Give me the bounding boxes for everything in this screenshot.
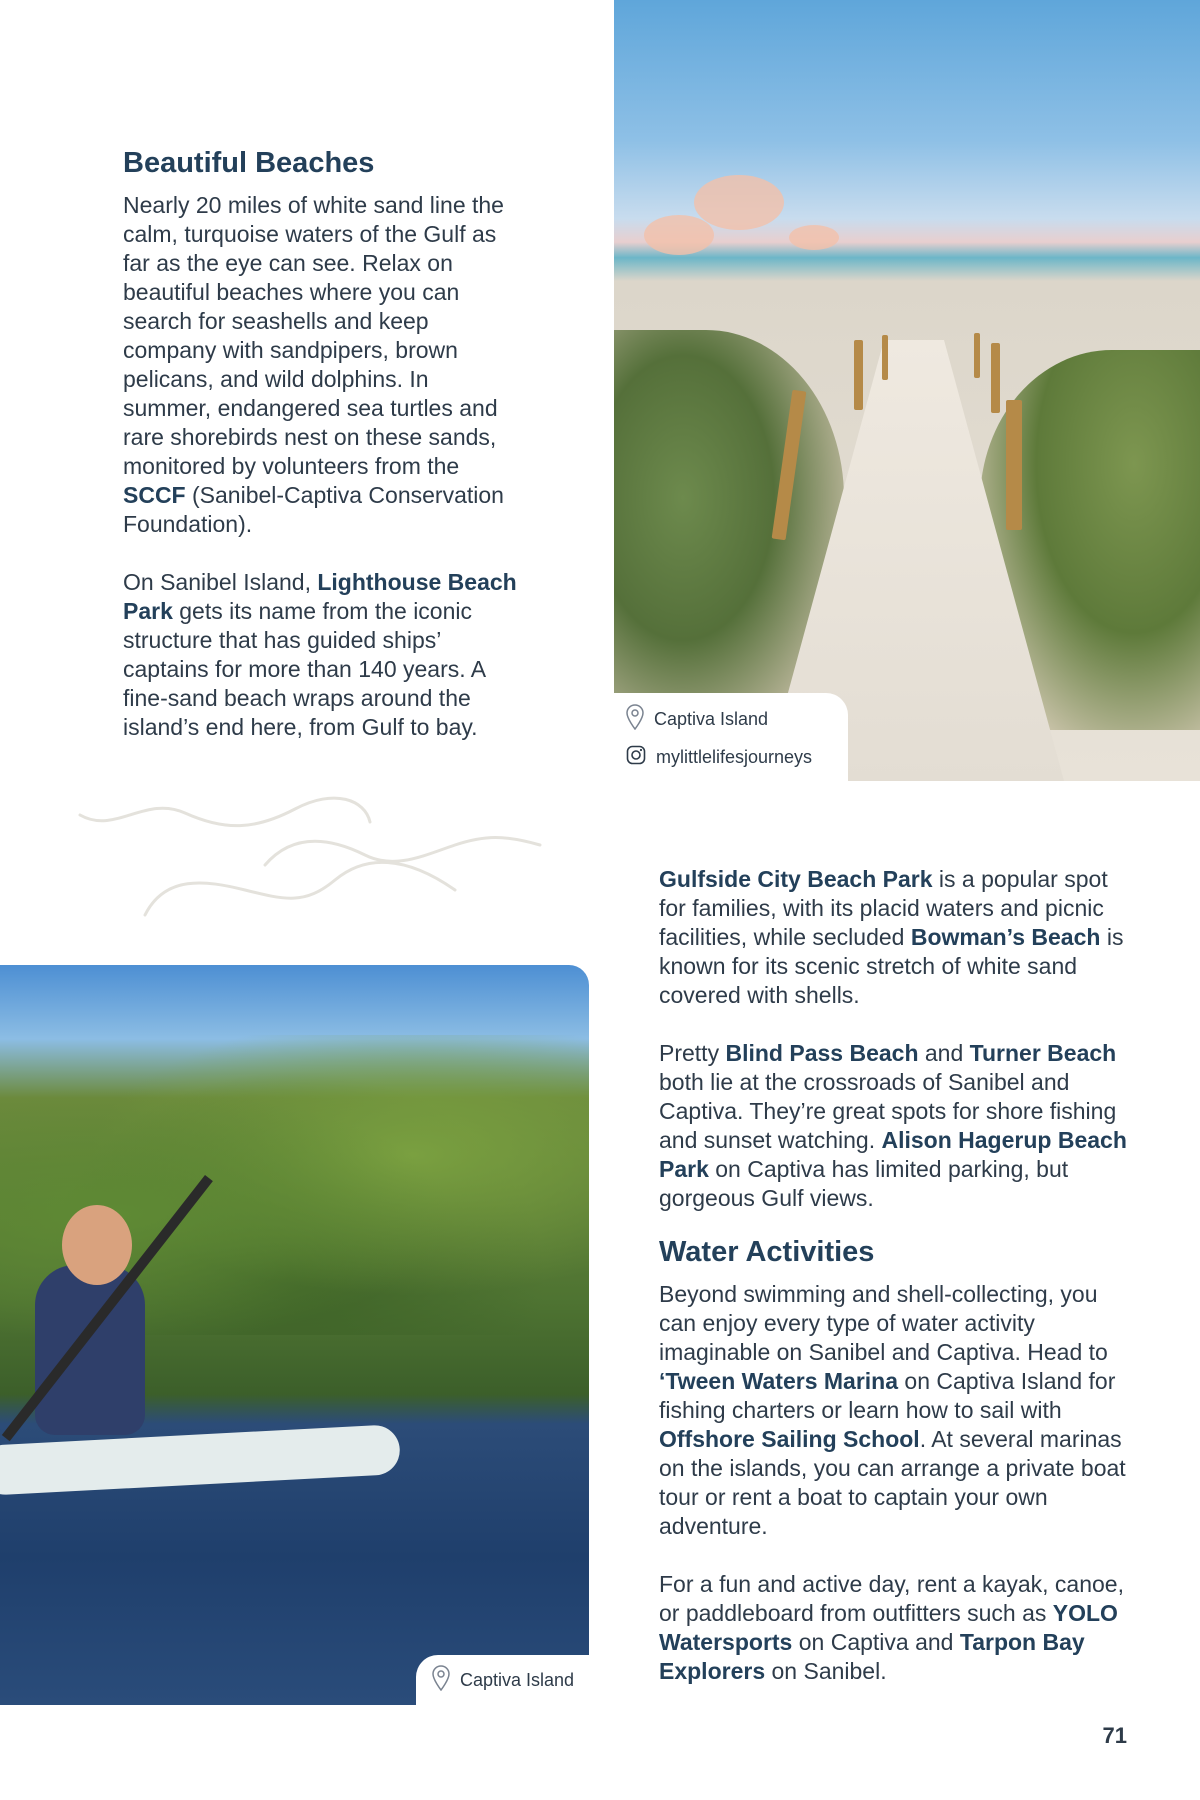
- paddleboard-photo: [0, 965, 589, 1705]
- photo-caption-beach: [614, 693, 848, 781]
- text-run: is a popular spot for families, with its placid waters and picnic facilities, while secluded: [659, 866, 1108, 950]
- page-number: 71: [1102, 1723, 1127, 1748]
- decorative-waves: [75, 795, 545, 925]
- caption-location-row: [432, 1665, 605, 1696]
- instagram-icon: [626, 745, 646, 770]
- map-pin-icon: [432, 1665, 450, 1696]
- map-pin-icon: [626, 704, 644, 735]
- paragraph-lighthouse-beach: [123, 568, 523, 742]
- photo-caption-paddleboard: [416, 1655, 605, 1705]
- text-run: Pretty: [659, 1040, 726, 1066]
- bold-yolo-watersports: YOLO Watersports: [659, 1599, 1118, 1655]
- bold-bowmans-beach: Bowman’s Beach: [910, 924, 1101, 950]
- bold-lighthouse-beach-park: Lighthouse Beach Park: [123, 568, 517, 624]
- text-run: on Captiva has limited parking, but gorgeous Gulf views.: [659, 1156, 1069, 1211]
- text-run: For a fun and active day, rent a kayak, canoe, or paddleboard from outfitters such as: [659, 1570, 1124, 1626]
- paddler-head-shape: [62, 1205, 132, 1285]
- caption-location-row: [626, 704, 848, 735]
- bold-turner-beach: Turner Beach: [969, 1040, 1117, 1066]
- caption-location: Captiva Island: [460, 1669, 575, 1690]
- text-run: . At several marinas on the islands, you can arrange a private boat tour or rent a boat to captain your own adventure.: [659, 1425, 1126, 1539]
- fence-post: [882, 335, 888, 380]
- right-column: [659, 865, 1129, 1686]
- bold-sccf: SCCF: [123, 481, 186, 508]
- fence-post: [1006, 400, 1022, 530]
- text-run: on Captiva Island for fishing charters or learn how to sail with: [659, 1367, 1116, 1423]
- text-run: (Sanibel-Captiva Conservation Foundation).: [123, 481, 504, 537]
- caption-credit: mylittlelifesjourneys: [656, 747, 813, 767]
- beach-path-photo: [614, 0, 1200, 781]
- bold-gulfside-city-beach-park: Gulfside City Beach Park: [659, 866, 933, 892]
- paragraph-blind-pass: [659, 1039, 1129, 1213]
- text-run: On Sanibel Island,: [123, 568, 318, 595]
- fence-post: [854, 340, 863, 410]
- left-column: [123, 146, 523, 742]
- text-run: gets its name from the iconic structure that has guided ships’ captains for more than 140 years. A fine-sand beach wraps around the island’s end here, from Gulf to bay.: [123, 597, 485, 740]
- paddler-shape: [35, 1265, 145, 1435]
- section-heading-beautiful-beaches: Beautiful Beaches: [123, 147, 375, 179]
- bold-offshore-sailing-school: Offshore Sailing School: [659, 1425, 920, 1452]
- fence-post: [991, 343, 1000, 413]
- bold-tween-waters-marina: ‘Tween Waters Marina: [659, 1367, 899, 1394]
- section-heading-water-activities: Water Activities: [659, 1236, 875, 1268]
- paragraph-rentals: [659, 1570, 1129, 1686]
- paragraph-water-activities: [659, 1280, 1129, 1541]
- text-run: Beyond swimming and shell-collecting, you can enjoy every type of water activity imaginable on Sanibel and Captiva. Head to: [659, 1280, 1108, 1365]
- caption-credit-row: [626, 745, 848, 770]
- bold-tarpon-bay-explorers: Tarpon Bay Explorers: [659, 1628, 1085, 1684]
- cloud-shape: [694, 175, 784, 230]
- text-run: on Captiva and: [792, 1628, 960, 1655]
- text-run: is known for its scenic stretch of white sand covered with shells.: [659, 924, 1124, 1008]
- cloud-shape: [644, 215, 714, 255]
- bold-blind-pass-beach: Blind Pass Beach: [725, 1040, 919, 1066]
- fence-post: [974, 333, 980, 378]
- text-run: and: [918, 1040, 970, 1066]
- text-run: on Sanibel.: [765, 1657, 887, 1684]
- paragraph-beaches-intro: [123, 191, 523, 539]
- bold-alison-hagerup-beach-park: Alison Hagerup Beach Park: [659, 1127, 1127, 1182]
- caption-location: Captiva Island: [654, 709, 769, 729]
- paragraph-gulfside: [659, 865, 1129, 1010]
- text-run: both lie at the crossroads of Sanibel and Captiva. They’re great spots for shore fishing and sunset watching.: [659, 1069, 1117, 1153]
- text-run: Nearly 20 miles of white sand line the calm, turquoise waters of the Gulf as far as the eye can see. Relax on beautiful beaches where you can search for seashells and keep company with sandpipers, brown pelicans, and wild dolphins. In summer, endangered sea turtles and rare shorebirds nest on these sands, monitored by volunteers from the: [123, 191, 504, 479]
- cloud-shape: [789, 225, 839, 250]
